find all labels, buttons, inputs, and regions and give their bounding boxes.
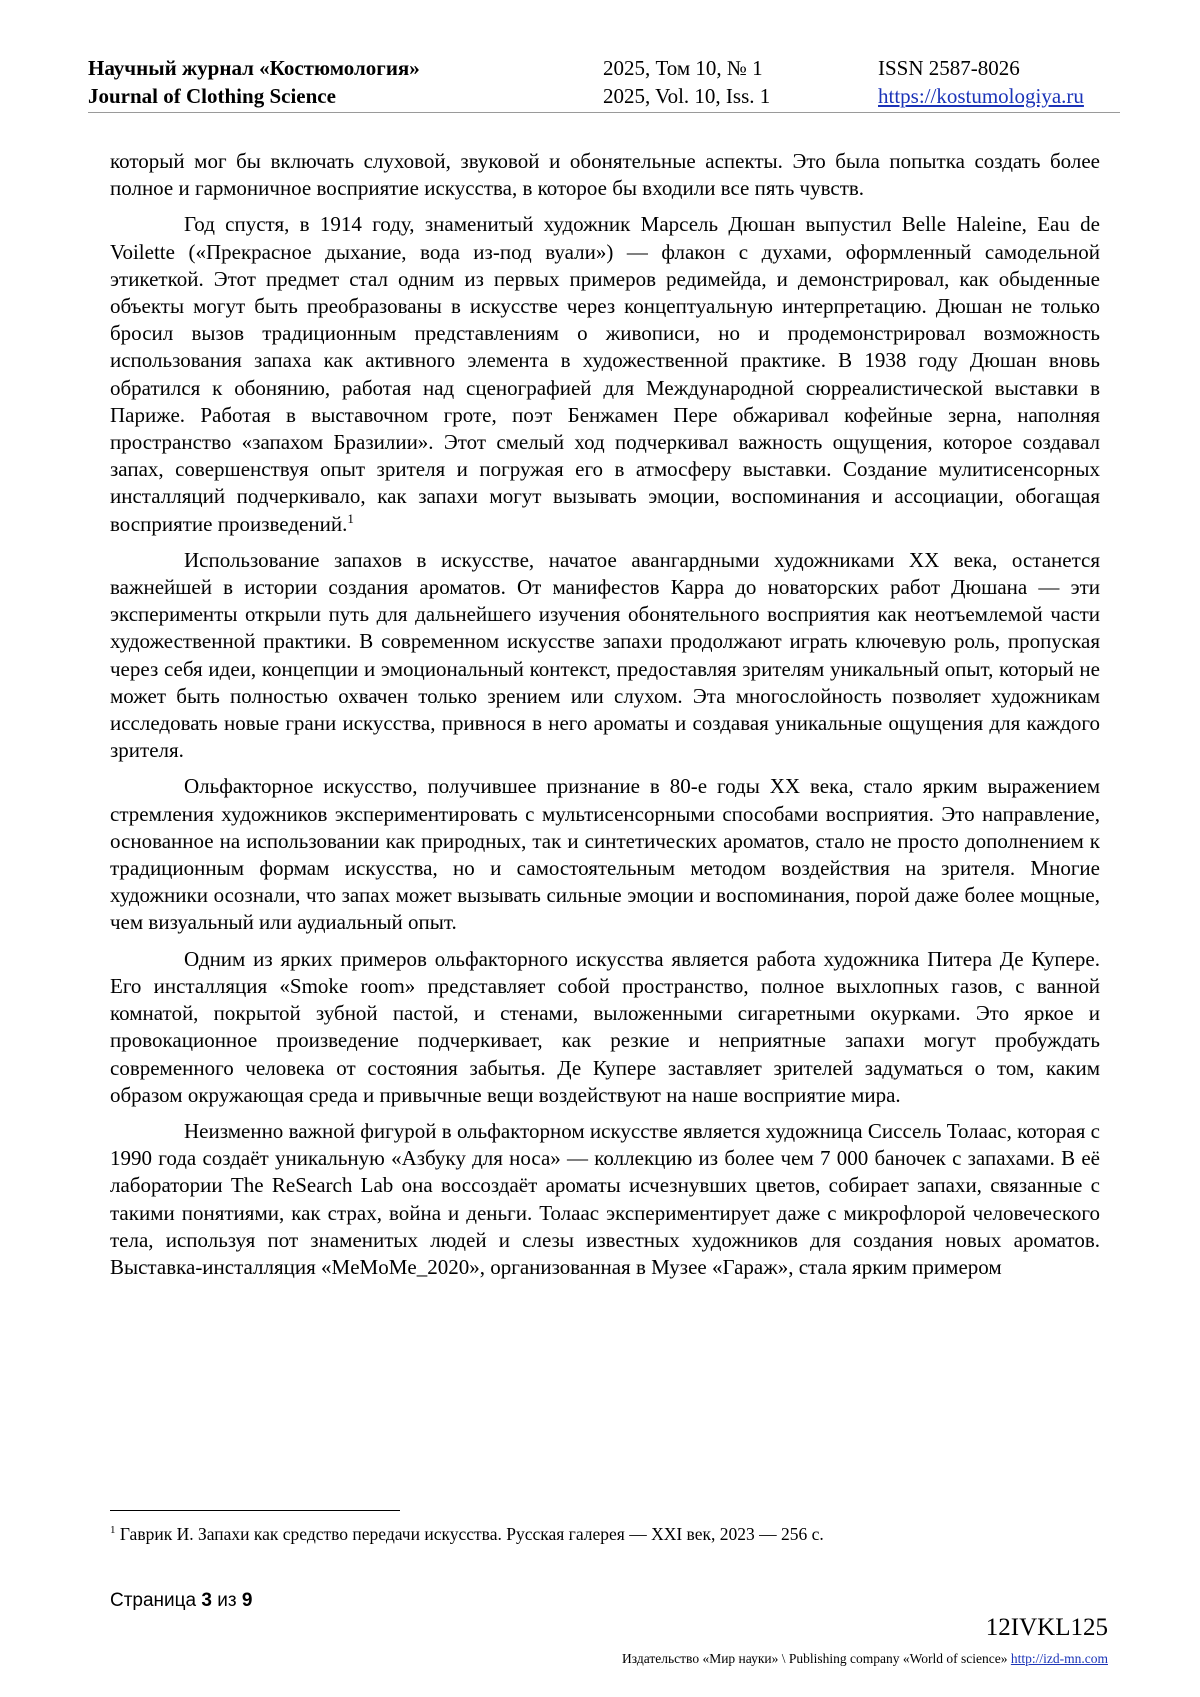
paragraph-5: Одним из ярких примеров ольфакторного искусства является работа художника Питера Де Купере. Его инсталляция «Smoke room» представляет собой пространство, полное выхлопных газов, с ванной комнатой, покрытой зубной пастой, и стенами, выложенными сигаретными окурками. Это яркое и провокационное произведение подчеркивает, как резкие и неприятные запахи могут пробуждать современного человека от состояния забытья. Де Купере заставляет зрителей задуматься о том, каким образом окружающая среда и привычные вещи воздействуют на наше восприятие мира. (110, 946, 1100, 1107)
footnote-marker: 1 (110, 1524, 116, 1537)
paragraph-1: который мог бы включать слуховой, звуковой и обонятельные аспекты. Это была попытка создать более полное и гармоничное восприятие искусства, в которое бы входили все пять чувств. (110, 149, 1100, 201)
issn: ISSN 2587-8026 (878, 56, 1020, 80)
publisher-name: Издательство «Мир науки» \ Publishing company «World of science» (622, 1651, 1008, 1666)
issue-block (603, 54, 770, 110)
page-current: 3 (201, 1590, 212, 1611)
footnote-divider (110, 1510, 400, 1511)
issue-ru: 2025, Том 10, № 1 (603, 56, 763, 80)
article-body (110, 148, 1100, 1290)
issue-en: 2025, Vol. 10, Iss. 1 (603, 84, 771, 108)
footnote-ref[interactable]: 1 (347, 510, 354, 526)
page-total: 9 (241, 1590, 253, 1611)
journal-url-link[interactable]: https://kostumologiya.ru (878, 84, 1084, 108)
page-number (110, 1590, 252, 1612)
article-code: 12IVKL125 (985, 1614, 1108, 1641)
paragraph-2-text: Год спустя, в 1914 году, знаменитый художник Марсель Дюшан выпустил Belle Haleine, Eau de Voilette («Прекрасное дыхание, вода из-под вуали») — флакон с духами, оформленный самодельной этикеткой. Этот предмет стал одним из первых примеров редимейда, и демонстрировал, как обыденные объекты могут быть преобразованы в искусстве через концептуальную интерпретацию. Дюшан не только бросил вызов традиционным представлениям о живописи, но и продемонстрировал возможность использования запаха как активного элемента в художественной практике. В 1938 году Дюшан вновь обратился к обонянию, работая над сценографией для Международной сюрреалистической выставки в Париже. Работая в выставочном гроте, поэт Бенжамен Пере обжаривал кофейные зерна, наполняя пространство «запахом Бразилии». Этот смелый ход подчеркивал важность ощущения, которое создавал запах, совершенствуя опыт зрителя и погружая его в атмосферу выставки. Создание мулитисенсорных инсталляций подчеркивало, как запахи могут вызывать эмоции, воспоминания и ассоциации, обогащая восприятие произведений. (110, 212, 1100, 536)
footnote-text: Гаврик И. Запахи как средство передачи искусства. Русская галерея — XXI век, 2023 — 256 с. (119, 1524, 824, 1544)
publisher-line (622, 1651, 1108, 1667)
journal-title-ru: Научный журнал «Костюмология» (88, 56, 420, 80)
publisher-url-link[interactable]: http://izd-mn.com (1010, 1651, 1108, 1666)
paragraph-3: Использование запахов в искусстве, начатое авангардными художниками XX века, останется важнейшей в истории создания ароматов. От манифестов Карра до новаторских работ Дюшана — эти эксперименты открыли путь для дальнейшего изучения обонятельного восприятия как неотъемлемой части художественной практики. В современном искусстве запахи продолжают играть ключевую роль, пропуская через себя идеи, концепции и эмоциональный контекст, предоставляя зрителям уникальный опыт, который не может быть полностью охвачен только зрением или слухом. Эта многослойность позволяет художникам исследовать новые грани искусства, привнося в него ароматы и создавая уникальные ощущения для каждого зрителя. (110, 547, 1100, 763)
header-divider (88, 112, 1120, 113)
paragraph-6: Неизменно важной фигурой в ольфакторном искусстве является художница Сиссель Толаас, которая с 1990 года создаёт уникальную «Азбуку для носа» — коллекцию из более чем 7 000 баночек с запахами. В её лаборатории The ReSearch Lab она воссоздаёт ароматы исчезнувших цветов, собирает запахи, связанные с такими понятиями, как страх, война и деньги. Толаас экспериментирует даже с микрофлорой человеческого тела, используя пот знаменитых людей и слезы известных художников для создания новых ароматов. Выставка-инсталляция «MeMoMe_2020», организованная в Музее «Гараж», стала ярким примером (110, 1118, 1100, 1279)
issn-block (878, 54, 1084, 110)
paragraph-4: Ольфакторное искусство, получившее признание в 80-е годы XX века, стало ярким выражением стремления художников экспериментировать с мультисенсорными способами восприятия. Это направление, основанное на использовании как природных, так и синтетических ароматов, стало не просто дополнением к традиционным формам искусства, но и самостоятельным методом воздействия на зрителя. Многие художники осознали, что запах может вызывать сильные эмоции и воспоминания, порой даже более мощные, чем визуальный или аудиальный опыт. (110, 774, 1100, 935)
paragraph-2 (110, 211, 1100, 537)
journal-title-en: Journal of Clothing Science (88, 84, 336, 108)
page-of: из (217, 1590, 237, 1611)
page-header (88, 54, 1120, 112)
footnote (110, 1523, 1100, 1545)
journal-title-block (88, 54, 420, 110)
page-word: Страница (110, 1590, 197, 1611)
